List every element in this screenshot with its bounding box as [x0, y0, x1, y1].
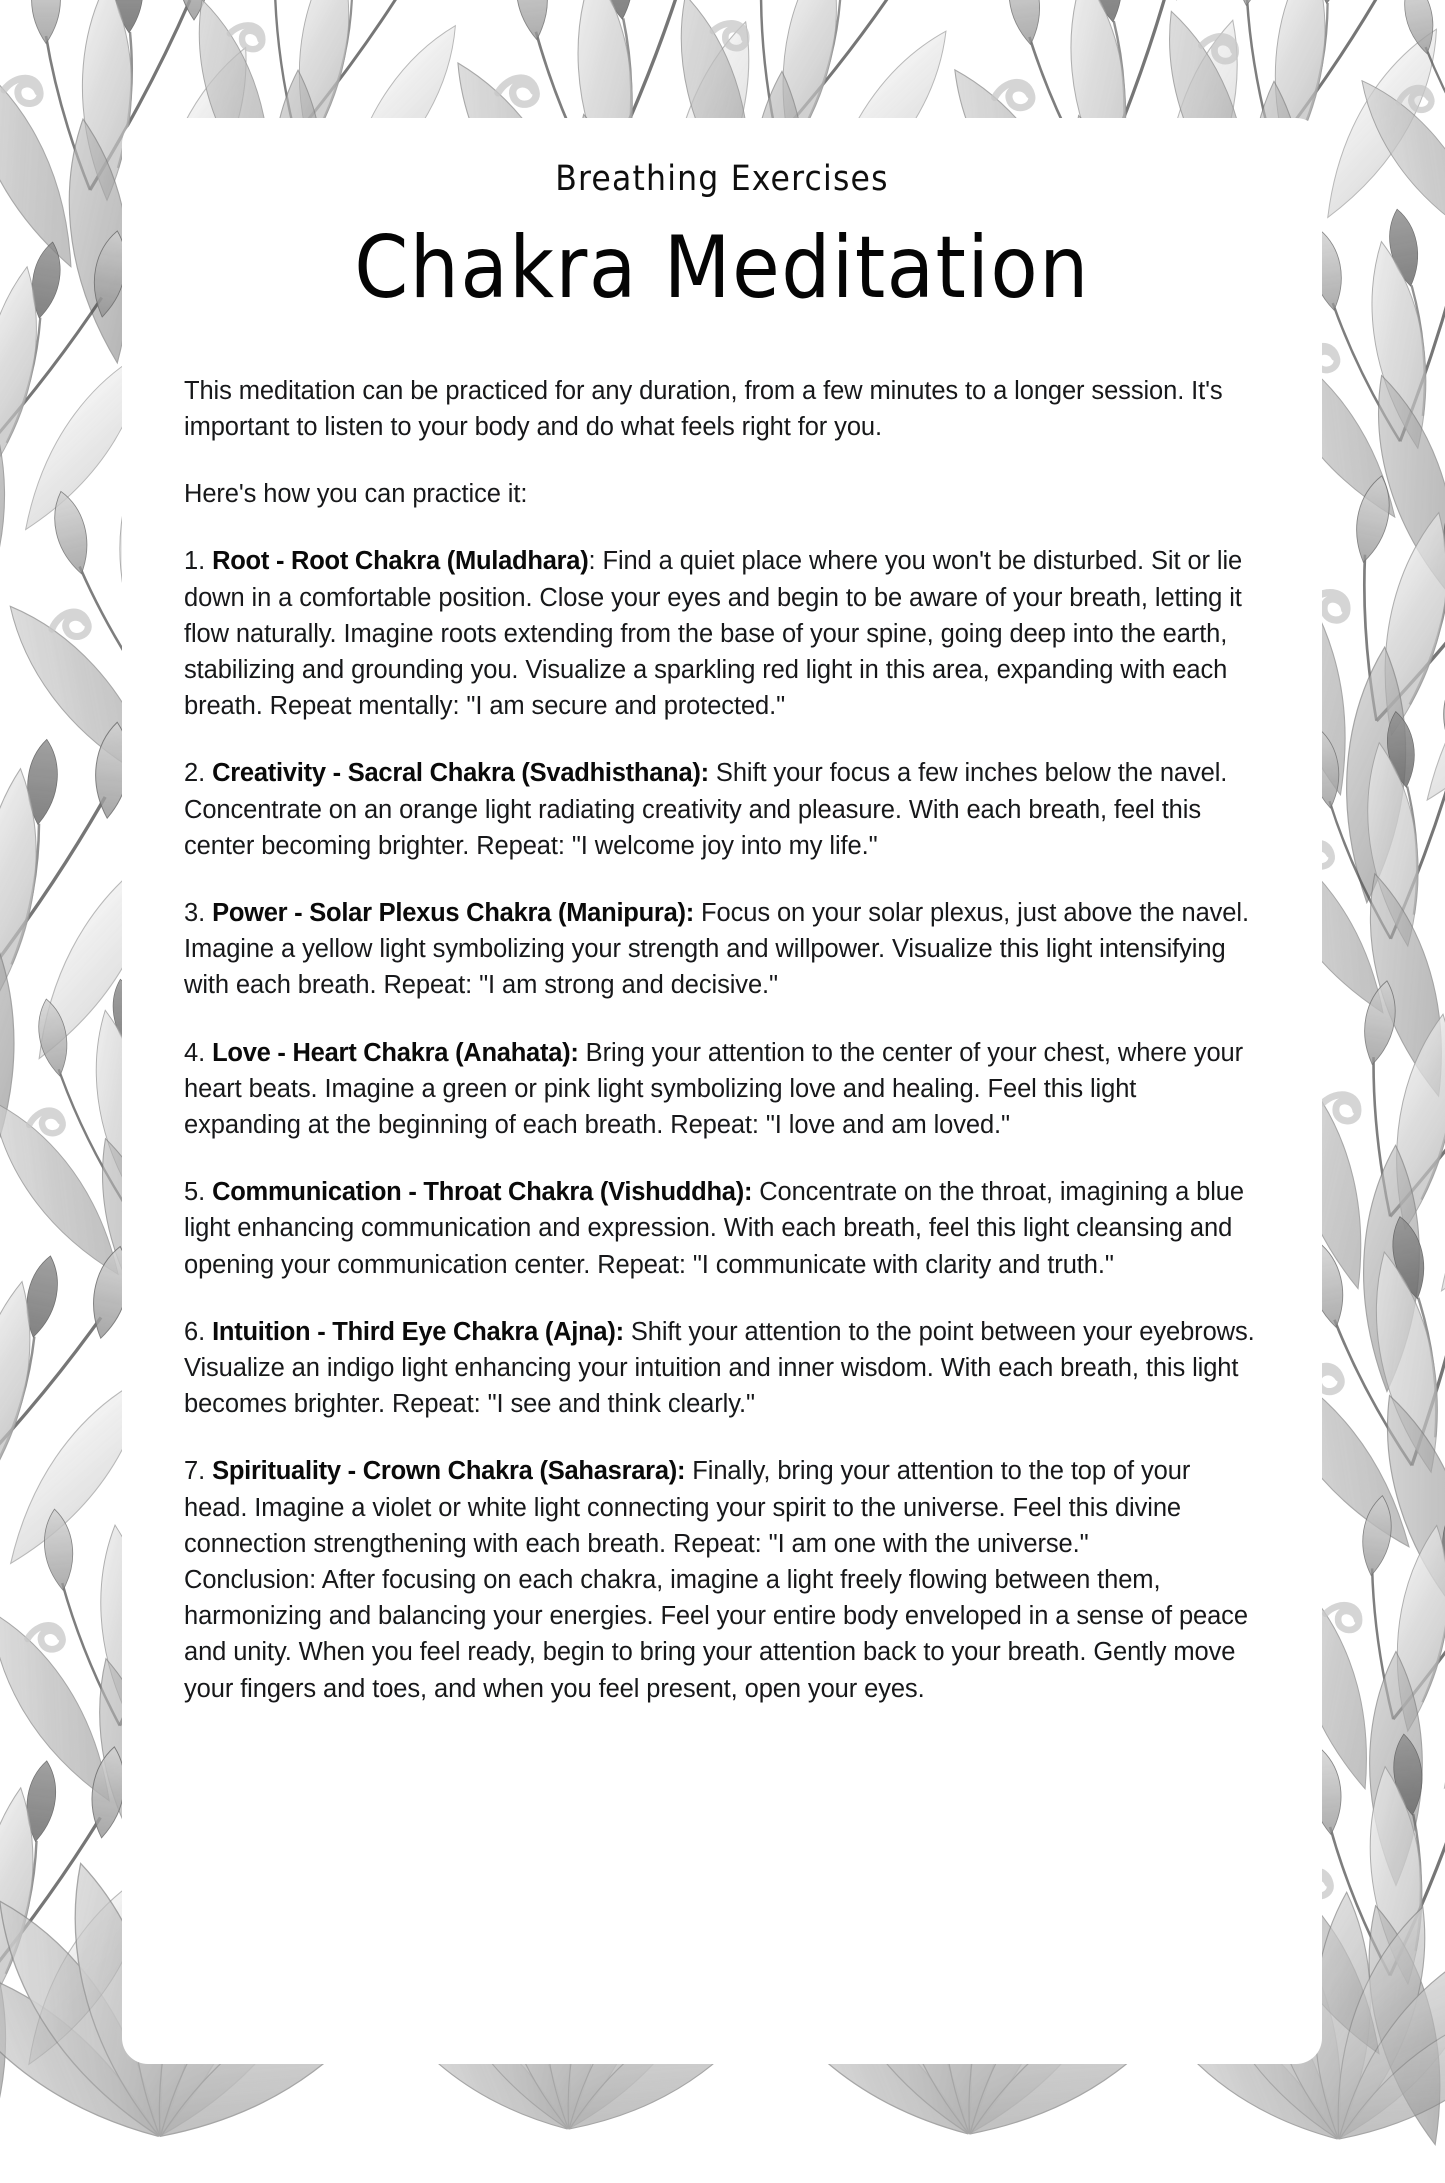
intro-paragraph-2: Here's how you can practice it: — [184, 480, 528, 509]
step-separator — [709, 759, 716, 787]
document-body — [122, 373, 1322, 1707]
step-body: Find a quiet place where you won't be disturbed. Sit or lie down in a comfortable position. Close your eyes and begin to be aware of your breath, letting it flow naturally. Imagine roots extending from the base of your spine, going deep into the earth, stabilizing and grounding you. Visualize a sparkling red light in this area, expanding with each breath. Repeat mentally: "I am secure and protected." — [184, 547, 1243, 721]
step-body: Focus on your solar plexus, just above the navel. Imagine a yellow light symbolizing your strength and willpower. Visualize this light intensifying with each breath. Repeat: "I am strong and decisive." — [184, 899, 1249, 1000]
step-body: Concentrate on the throat, imagining a blue light enhancing communication and expression. With each breath, feel this light cleansing and opening your communication center. Repeat: "I communicate with clarity and truth." — [184, 1178, 1244, 1279]
intro-paragraph-1: This meditation can be practiced for any duration, from a few minutes to a longer session. It's important to listen to your body and do what feels right for you. — [184, 376, 1223, 441]
conclusion-paragraph: Conclusion: After focusing on each chakra, imagine a light freely flowing between them, harmonizing and balancing your energies. Feel your entire body enveloped in a sense of peace and unity. When you feel ready, begin to bring your attention back to your breath. Gently move your fingers and toes, and when you feel present, open your eyes. — [184, 1566, 1248, 1703]
step-separator: : — [588, 547, 603, 576]
step-heading: Creativity - Sacral Chakra (Svadhisthana): — [212, 759, 709, 788]
step-heading: Root - Root Chakra (Muladhara) — [212, 547, 589, 576]
step-body: Finally, bring your attention to the top of your head. Imagine a violet or white light connecting your spirit to the universe. Feel this divine connection strengthening with each breath. Repeat: "I am one with the universe." — [184, 1457, 1191, 1558]
step-separator — [579, 1039, 586, 1067]
step-separator — [694, 899, 701, 927]
list-item — [184, 1314, 1260, 1423]
step-number: 1. — [184, 547, 213, 576]
list-item — [184, 1174, 1260, 1283]
step-body: Shift your attention to the point between your eyebrows. Visualize an indigo light enhancing your intuition and inner wisdom. With each breath, this light becomes brighter. Repeat: "I see and think clearly." — [184, 1317, 1255, 1419]
list-item — [184, 1453, 1260, 1562]
step-number: 2. — [184, 759, 213, 788]
step-number: 6. — [184, 1317, 213, 1346]
list-item — [184, 895, 1260, 1004]
step-heading: Intuition - Third Eye Chakra (Ajna): — [212, 1317, 624, 1346]
step-number: 7. — [184, 1457, 213, 1486]
step-heading: Communication - Throat Chakra (Vishuddha): — [212, 1178, 753, 1207]
document-header — [122, 118, 1322, 318]
step-number: 5. — [184, 1178, 213, 1207]
step-heading: Spirituality - Crown Chakra (Sahasrara): — [212, 1457, 686, 1486]
list-item — [184, 755, 1260, 864]
eyebrow-subtitle: Breathing Exercises — [555, 159, 889, 199]
step-number: 4. — [184, 1038, 213, 1067]
list-item — [184, 1035, 1260, 1144]
step-body: Bring your attention to the center of your chest, where your heart beats. Imagine a green or pink light symbolizing love and healing. Feel this light expanding at the beginning of each breath. Repeat: "I love and am loved." — [184, 1038, 1244, 1140]
step-separator — [624, 1318, 631, 1346]
chakra-steps-list — [184, 543, 1260, 1562]
step-heading: Power - Solar Plexus Chakra (Manipura): — [212, 899, 695, 928]
content-card — [122, 118, 1322, 2064]
page-title: Chakra Meditation — [354, 217, 1090, 318]
step-number: 3. — [184, 899, 213, 928]
step-heading: Love - Heart Chakra (Anahata): — [212, 1038, 579, 1067]
step-body: Shift your focus a few inches below the navel. Concentrate on an orange light radiating creativity and pleasure. With each breath, feel this center becoming brighter. Repeat: "I welcome joy into my life." — [184, 759, 1228, 860]
list-item — [184, 543, 1260, 724]
